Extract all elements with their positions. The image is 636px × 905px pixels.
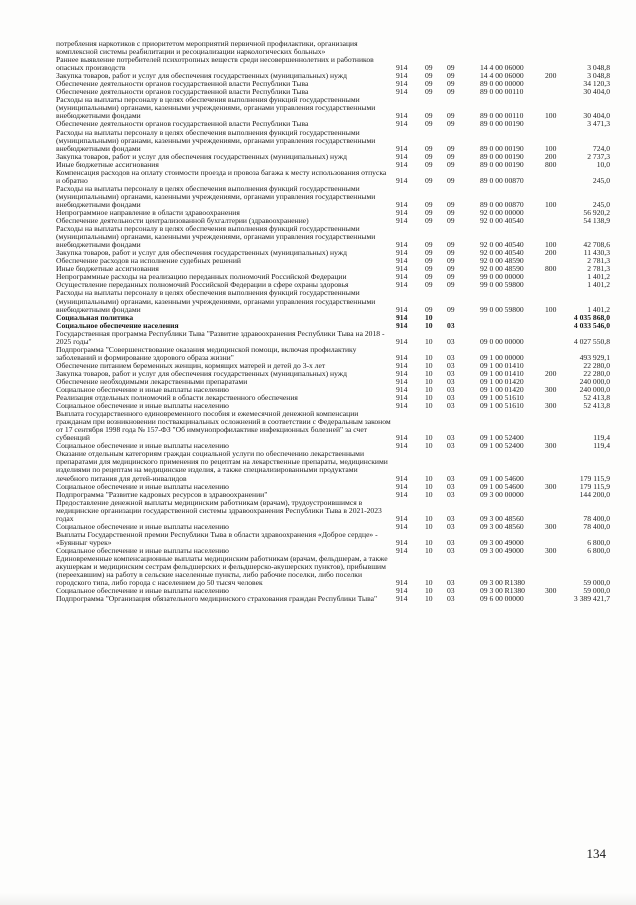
cell-section-code: 09 (425, 304, 433, 314)
row-description: Непрограммное направление в области здравоохранения (56, 207, 240, 217)
row-description: Обеспечение питанием беременных женщин, кормящих матерей и детей до 3-х лет (56, 360, 326, 370)
row-description: Обеспечение необходимыми лекарственными препаратами (56, 376, 248, 386)
row-description: Социальное обеспечение населения (56, 320, 179, 330)
cell-target-article-code: 09 3 00 49000 (480, 545, 524, 555)
cell-target-article-code: 09 1 00 01410 (480, 360, 524, 370)
cell-ministry-code: 914 (396, 159, 408, 169)
cell-target-article-code: 14 4 00 06000 (480, 71, 524, 81)
cell-target-article-code: 09 1 00 01420 (480, 376, 524, 386)
row-description: Расходы на выплаты персоналу в целях обеспечения выполнения функций государственными (муниципальными) органами, казенными учреждениями, органами управления государственными внебюджетными фондами (56, 127, 376, 153)
cell-amount: 2 781,3 (587, 264, 610, 274)
cell-amount: 245,0 (592, 199, 610, 209)
row-description: Закупка товаров, работ и услуг для обеспечения государственных (муниципальных) нужд (56, 248, 347, 258)
cell-target-article-code: 92 0 00 48590 (480, 264, 524, 274)
cell-section-code: 10 (425, 489, 433, 499)
row-description: Иные бюджетные ассигнования (56, 264, 159, 274)
cell-target-article-code: 89 0 00 00190 (480, 143, 524, 153)
cell-expense-type-code: 100 (545, 199, 557, 209)
cell-subsection-code: 03 (447, 441, 455, 451)
cell-subsection-code: 09 (447, 304, 455, 314)
cell-amount: 52 413,8 (583, 401, 610, 411)
cell-section-code: 10 (425, 312, 433, 322)
cell-ministry-code: 914 (396, 473, 408, 483)
cell-target-article-code: 09 0 00 00000 (480, 336, 524, 346)
cell-subsection-code: 03 (447, 473, 455, 483)
cell-amount: 59 000,0 (583, 578, 610, 588)
cell-subsection-code: 03 (447, 336, 455, 346)
table-row (56, 346, 608, 362)
cell-subsection-code: 09 (447, 71, 455, 81)
cell-section-code: 09 (425, 280, 433, 290)
cell-section-code: 10 (425, 481, 433, 491)
cell-amount: 22 280,0 (583, 368, 610, 378)
cell-target-article-code: 09 3 00 00000 (480, 489, 524, 499)
cell-expense-type-code: 300 (545, 401, 557, 411)
cell-expense-type-code: 200 (545, 71, 557, 81)
cell-ministry-code: 914 (396, 79, 408, 89)
cell-section-code: 09 (425, 272, 433, 282)
row-description: Государственная программа Республики Тыва "Развитие здравоохранения Республики Тыва на 2018 - 2025 годы" (56, 328, 385, 346)
table-row (56, 225, 608, 249)
cell-amount: 4 035 868,0 (573, 312, 610, 322)
cell-target-article-code: 09 1 00 51610 (480, 401, 524, 411)
cell-amount: 1 401,2 (587, 272, 610, 282)
row-description: Социальное обеспечение и иные выплаты населению (56, 481, 229, 491)
cell-ministry-code: 914 (396, 513, 408, 523)
cell-subsection-code: 09 (447, 175, 455, 185)
cell-ministry-code: 914 (396, 111, 408, 121)
table-row (56, 289, 608, 313)
cell-amount: 34 120,3 (583, 79, 610, 89)
cell-amount: 10,0 (596, 159, 610, 169)
cell-target-article-code: 09 1 00 01410 (480, 368, 524, 378)
cell-section-code: 09 (425, 216, 433, 226)
table-row (56, 56, 608, 72)
row-description: Социальное обеспечение и иные выплаты населению (56, 401, 229, 411)
cell-subsection-code: 09 (447, 63, 455, 73)
cell-amount: 3 048,8 (587, 63, 610, 73)
cell-ministry-code: 914 (396, 320, 408, 330)
table-row (56, 169, 608, 185)
cell-amount: 56 920,2 (583, 207, 610, 217)
cell-subsection-code: 03 (447, 385, 455, 395)
cell-amount: 119,4 (593, 433, 610, 443)
cell-target-article-code: 09 1 00 54600 (480, 481, 524, 491)
cell-section-code: 10 (425, 441, 433, 451)
row-description: Обеспечение деятельности органов государственной власти Республики Тыва (56, 119, 309, 129)
cell-target-article-code: 89 0 00 00000 (480, 79, 524, 89)
cell-section-code: 09 (425, 111, 433, 121)
cell-target-article-code: 99 0 00 59800 (480, 280, 524, 290)
cell-subsection-code: 03 (447, 513, 455, 523)
cell-target-article-code: 14 4 00 06000 (480, 63, 524, 73)
cell-section-code: 10 (425, 393, 433, 403)
cell-section-code: 09 (425, 240, 433, 250)
row-description: Закупка товаров, работ и услуг для обеспечения государственных (муниципальных) нужд (56, 151, 347, 161)
cell-expense-type-code: 300 (545, 481, 557, 491)
cell-subsection-code: 09 (447, 87, 455, 97)
table-row (56, 185, 608, 209)
cell-section-code: 10 (425, 594, 433, 604)
cell-section-code: 09 (425, 159, 433, 169)
cell-section-code: 10 (425, 401, 433, 411)
cell-amount: 52 413,8 (583, 393, 610, 403)
cell-subsection-code: 03 (447, 578, 455, 588)
cell-subsection-code: 03 (447, 360, 455, 370)
row-description: Социальное обеспечение и иные выплаты населению (56, 441, 229, 451)
cell-amount: 30 404,0 (583, 87, 610, 97)
row-description: Выплаты Государственной премии Республики Тыва в области здравоохранения «Доброе сердце» - «Буянныг чурек» (56, 529, 378, 547)
table-row (56, 96, 608, 120)
cell-section-code: 09 (425, 119, 433, 129)
cell-ministry-code: 914 (396, 385, 408, 395)
table-row (56, 40, 608, 56)
table-row (56, 450, 608, 482)
cell-ministry-code: 914 (396, 304, 408, 314)
cell-target-article-code: 89 0 00 00190 (480, 119, 524, 129)
cell-ministry-code: 914 (396, 312, 408, 322)
cell-subsection-code: 03 (447, 393, 455, 403)
cell-ministry-code: 914 (396, 594, 408, 604)
cell-subsection-code: 03 (447, 521, 455, 531)
cell-subsection-code: 03 (447, 586, 455, 596)
cell-ministry-code: 914 (396, 376, 408, 386)
cell-expense-type-code: 200 (545, 248, 557, 258)
cell-ministry-code: 914 (396, 71, 408, 81)
cell-section-code: 10 (425, 368, 433, 378)
cell-subsection-code: 09 (447, 256, 455, 266)
cell-subsection-code: 09 (447, 159, 455, 169)
cell-subsection-code: 09 (447, 143, 455, 153)
cell-subsection-code: 09 (447, 79, 455, 89)
cell-target-article-code: 09 1 00 54600 (480, 473, 524, 483)
cell-ministry-code: 914 (396, 537, 408, 547)
table-row (56, 499, 608, 523)
row-description: Обеспечение деятельности органов государственной власти Республики Тыва (56, 79, 309, 89)
cell-amount: 78 400,0 (583, 513, 610, 523)
cell-section-code: 09 (425, 143, 433, 153)
cell-target-article-code: 09 6 00 00000 (480, 594, 524, 604)
cell-section-code: 09 (425, 71, 433, 81)
cell-section-code: 10 (425, 352, 433, 362)
cell-ministry-code: 914 (396, 433, 408, 443)
page-number: 134 (586, 846, 606, 861)
cell-amount: 3 048,8 (587, 71, 610, 81)
cell-amount: 245,0 (592, 175, 610, 185)
cell-expense-type-code: 100 (545, 143, 557, 153)
cell-subsection-code: 09 (447, 280, 455, 290)
cell-ministry-code: 914 (396, 216, 408, 226)
cell-ministry-code: 914 (396, 151, 408, 161)
row-description: Единовременные компенсационные выплаты медицинским работникам (врачам, фельдшерам, а также акушеркам и медицинским сестрам фельдшерских и фельдшерско-акушерских пунктов), прибывшим (переехавшим) на работу в сельские населенные пункты, либо рабочие поселки, либо поселки городского типа, либо города с населением до 50 тысяч человек (56, 554, 388, 588)
cell-subsection-code: 03 (447, 537, 455, 547)
cell-target-article-code: 89 0 00 00870 (480, 199, 524, 209)
cell-subsection-code: 03 (447, 489, 455, 499)
cell-amount: 240 000,0 (579, 385, 610, 395)
cell-expense-type-code: 300 (545, 385, 557, 395)
cell-subsection-code: 09 (447, 151, 455, 161)
row-description: Подпрограмма "Развитие кадровых ресурсов в здравоохранении" (56, 489, 268, 499)
cell-amount: 78 400,0 (583, 521, 610, 531)
cell-amount: 4 033 546,0 (573, 320, 610, 330)
row-description: Компенсация расходов на оплату стоимости проезда и провоза багажа к месту использования отпуска и обратно (56, 167, 387, 185)
cell-amount: 3 389 421,7 (573, 594, 610, 604)
cell-section-code: 09 (425, 256, 433, 266)
row-description: Непрограммные расходы на реализацию переданных полномочий Российской Федерации (56, 272, 347, 282)
cell-amount: 493 929,1 (579, 352, 610, 362)
cell-ministry-code: 914 (396, 578, 408, 588)
cell-ministry-code: 914 (396, 207, 408, 217)
cell-expense-type-code: 100 (545, 111, 557, 121)
table-row (56, 531, 608, 547)
cell-subsection-code: 03 (447, 368, 455, 378)
cell-expense-type-code: 100 (545, 240, 557, 250)
cell-subsection-code: 03 (447, 376, 455, 386)
cell-subsection-code: 09 (447, 216, 455, 226)
cell-ministry-code: 914 (396, 87, 408, 97)
cell-ministry-code: 914 (396, 352, 408, 362)
table-row (56, 555, 608, 587)
cell-subsection-code: 09 (447, 199, 455, 209)
row-description: Расходы на выплаты персоналу в целях обеспечения выполнения функций государственными (муниципальными) органами, казенными учреждениями, органами управления государственными внебюджетными фондами (56, 224, 376, 250)
cell-ministry-code: 914 (396, 143, 408, 153)
cell-amount: 22 280,0 (583, 360, 610, 370)
cell-amount: 54 138,9 (583, 216, 610, 226)
cell-amount: 6 800,0 (587, 545, 610, 555)
row-description: Подпрограмма "Организация обязательного медицинского страхования граждан Республики Тыва" (56, 594, 378, 604)
cell-target-article-code: 89 0 00 00110 (480, 111, 524, 121)
cell-target-article-code: 89 0 00 00870 (480, 175, 524, 185)
cell-section-code: 09 (425, 63, 433, 73)
cell-section-code: 10 (425, 360, 433, 370)
cell-ministry-code: 914 (396, 175, 408, 185)
cell-ministry-code: 914 (396, 336, 408, 346)
cell-target-article-code: 09 1 00 52400 (480, 441, 524, 451)
cell-expense-type-code: 300 (545, 521, 557, 531)
cell-expense-type-code: 800 (545, 264, 557, 274)
cell-expense-type-code: 200 (545, 368, 557, 378)
cell-amount: 240 000,0 (579, 376, 610, 386)
cell-ministry-code: 914 (396, 368, 408, 378)
cell-section-code: 09 (425, 87, 433, 97)
cell-target-article-code: 89 0 00 00190 (480, 159, 524, 169)
row-description: Закупка товаров, работ и услуг для обеспечения государственных (муниципальных) нужд (56, 71, 347, 81)
cell-target-article-code: 09 3 00 48560 (480, 513, 524, 523)
cell-section-code: 09 (425, 248, 433, 258)
cell-subsection-code: 09 (447, 272, 455, 282)
cell-amount: 1 401,2 (587, 304, 610, 314)
cell-section-code: 10 (425, 376, 433, 386)
cell-amount: 42 708,6 (583, 240, 610, 250)
cell-section-code: 09 (425, 264, 433, 274)
table-row (56, 595, 608, 603)
cell-amount: 144 200,0 (579, 489, 610, 499)
cell-section-code: 09 (425, 199, 433, 209)
row-description: Расходы на выплаты персоналу в целях обеспечения выполнения функций государственными (муниципальными) органами, казенными учреждениями, органами управления государственными внебюджетными фондами (56, 183, 376, 209)
cell-subsection-code: 09 (447, 240, 455, 250)
row-description: Реализация отдельных полномочий в области лекарственного обеспечения (56, 393, 298, 403)
cell-ministry-code: 914 (396, 63, 408, 73)
cell-target-article-code: 99 0 00 59800 (480, 304, 524, 314)
cell-amount: 2 737,3 (587, 151, 610, 161)
cell-target-article-code: 92 0 00 40540 (480, 216, 524, 226)
cell-amount: 2 781,3 (587, 256, 610, 266)
cell-section-code: 10 (425, 320, 433, 330)
cell-ministry-code: 914 (396, 401, 408, 411)
cell-target-article-code: 92 0 00 40540 (480, 240, 524, 250)
cell-target-article-code: 09 1 00 52400 (480, 433, 524, 443)
cell-target-article-code: 92 0 00 48590 (480, 256, 524, 266)
budget-table (56, 40, 608, 603)
cell-target-article-code: 09 1 00 01420 (480, 385, 524, 395)
cell-ministry-code: 914 (396, 240, 408, 250)
cell-section-code: 09 (425, 151, 433, 161)
row-description: Расходы на выплаты персоналу в целях обеспечения выполнения функций государственными (муниципальными) органами, казенными учреждениями, органами управления государственными внебюджетными фондами (56, 95, 376, 121)
cell-subsection-code: 03 (447, 481, 455, 491)
cell-section-code: 10 (425, 545, 433, 555)
cell-subsection-code: 03 (447, 545, 455, 555)
row-description: Подпрограмма "Совершенствование оказания медицинской помощи, включая профилактику заболеваний и формирование здорового образа жизни" (56, 344, 357, 362)
cell-ministry-code: 914 (396, 393, 408, 403)
scan-edge (0, 893, 636, 905)
cell-amount: 59 000,0 (583, 586, 610, 596)
cell-section-code: 10 (425, 586, 433, 596)
cell-section-code: 10 (425, 385, 433, 395)
row-description: Социальное обеспечение и иные выплаты населению (56, 545, 229, 555)
table-row (56, 330, 608, 346)
row-description: Выплата государственного единовременного пособия и ежемесячной денежной компенсации гражданам при возникновении поствакцинальных осложнений в соответствии с Федеральным законом от 17 сентября 1998 года № 157-ФЗ "Об иммунопрофилактике инфекционных болезней" за счет субвенций (56, 409, 391, 443)
cell-target-article-code: 89 0 00 00110 (480, 87, 524, 97)
cell-ministry-code: 914 (396, 264, 408, 274)
cell-target-article-code: 09 3 00 R1380 (480, 586, 525, 596)
row-description: Иные бюджетные ассигнования (56, 159, 159, 169)
cell-expense-type-code: 300 (545, 586, 557, 596)
cell-expense-type-code: 800 (545, 159, 557, 169)
cell-section-code: 10 (425, 473, 433, 483)
row-description: Раннее выявление потребителей психотропных веществ среди несовершеннолетних и работников опасных производств (56, 55, 374, 73)
cell-section-code: 10 (425, 336, 433, 346)
row-description: Осуществление переданных полномочий Российской Федерации в сфере охраны здоровья (56, 280, 349, 290)
cell-subsection-code: 03 (447, 433, 455, 443)
cell-target-article-code: 09 3 00 48560 (480, 521, 524, 531)
cell-expense-type-code: 100 (545, 304, 557, 314)
row-description: Расходы на выплаты персоналу в целях обеспечения выполнения функций государственными (муниципальными) органами, казенными учреждениями, органами управления государственными внебюджетными фондами (56, 288, 376, 314)
cell-subsection-code: 03 (447, 352, 455, 362)
cell-ministry-code: 914 (396, 280, 408, 290)
row-description: Закупка товаров, работ и услуг для обеспечения государственных (муниципальных) нужд (56, 368, 347, 378)
cell-target-article-code: 92 0 00 00000 (480, 207, 524, 217)
row-description: Обеспечение деятельности органов государственной власти Республики Тыва (56, 87, 309, 97)
row-description: Оказание отдельным категориям граждан социальной услуги по обеспечению лекарственными препаратами для медицинского применения по рецептам на лекарственные препараты, медицинскими изделиями по рецептам на медицинские изделия, а также специализированными продуктами лечебного питания для детей-инвалидов (56, 449, 388, 483)
row-description: Обеспечение расходов на исполнение судебных решений (56, 256, 241, 266)
cell-target-article-code: 09 1 00 00000 (480, 352, 524, 362)
cell-subsection-code: 09 (447, 248, 455, 258)
cell-ministry-code: 914 (396, 360, 408, 370)
row-description: Социальное обеспечение и иные выплаты населению (56, 586, 229, 596)
cell-section-code: 09 (425, 175, 433, 185)
cell-amount: 119,4 (593, 441, 610, 451)
cell-amount: 1 401,2 (587, 280, 610, 290)
cell-amount: 724,0 (592, 143, 610, 153)
row-description: Обеспечение деятельности централизованной бухгалтерии (здравоохранение) (56, 216, 309, 226)
row-description: потребления наркотиков с приоритетом мероприятий первичной профилактики, организация комплексной системы реабилитации и ресоциализации наркологических больных» (56, 39, 358, 57)
cell-amount: 179 115,9 (579, 481, 610, 491)
cell-expense-type-code: 200 (545, 151, 557, 161)
cell-amount: 11 430,3 (583, 248, 610, 258)
cell-subsection-code: 03 (447, 320, 455, 330)
cell-target-article-code: 89 0 00 00190 (480, 151, 524, 161)
cell-subsection-code: 09 (447, 111, 455, 121)
cell-amount: 30 404,0 (583, 111, 610, 121)
table-row (56, 410, 608, 442)
cell-target-article-code: 99 0 00 00000 (480, 272, 524, 282)
cell-ministry-code: 914 (396, 489, 408, 499)
cell-ministry-code: 914 (396, 586, 408, 596)
cell-target-article-code: 09 3 00 R1380 (480, 578, 525, 588)
cell-ministry-code: 914 (396, 256, 408, 266)
cell-subsection-code: 03 (447, 594, 455, 604)
cell-amount: 6 800,0 (587, 537, 610, 547)
cell-subsection-code: 09 (447, 119, 455, 129)
cell-ministry-code: 914 (396, 272, 408, 282)
row-description: Социальное обеспечение и иные выплаты населению (56, 521, 229, 531)
cell-subsection-code: 03 (447, 401, 455, 411)
cell-ministry-code: 914 (396, 199, 408, 209)
cell-ministry-code: 914 (396, 248, 408, 258)
row-description: Предоставление денежной выплаты медицинским работникам (врачам), трудоустроившимся в медицинские организации государственной системы здравоохранения Республики Тыва в 2021-2023 годах (56, 497, 382, 523)
cell-target-article-code: 09 1 00 51610 (480, 393, 524, 403)
cell-target-article-code: 09 3 00 49000 (480, 537, 524, 547)
cell-ministry-code: 914 (396, 521, 408, 531)
row-description: Социальная политика (56, 312, 134, 322)
cell-section-code: 10 (425, 578, 433, 588)
cell-ministry-code: 914 (396, 119, 408, 129)
cell-ministry-code: 914 (396, 545, 408, 555)
cell-section-code: 10 (425, 537, 433, 547)
cell-ministry-code: 914 (396, 441, 408, 451)
cell-amount: 4 027 550,8 (573, 336, 610, 346)
cell-section-code: 10 (425, 521, 433, 531)
cell-section-code: 10 (425, 513, 433, 523)
cell-amount: 3 471,3 (587, 119, 610, 129)
table-row (56, 129, 608, 153)
cell-subsection-code: 09 (447, 264, 455, 274)
row-description: Социальное обеспечение и иные выплаты населению (56, 385, 229, 395)
cell-section-code: 09 (425, 207, 433, 217)
cell-expense-type-code: 300 (545, 441, 557, 451)
cell-section-code: 09 (425, 79, 433, 89)
cell-target-article-code: 92 0 00 40540 (480, 248, 524, 258)
cell-amount: 179 115,9 (579, 473, 610, 483)
cell-subsection-code: 09 (447, 207, 455, 217)
cell-section-code: 10 (425, 433, 433, 443)
cell-expense-type-code: 300 (545, 545, 557, 555)
cell-ministry-code: 914 (396, 481, 408, 491)
